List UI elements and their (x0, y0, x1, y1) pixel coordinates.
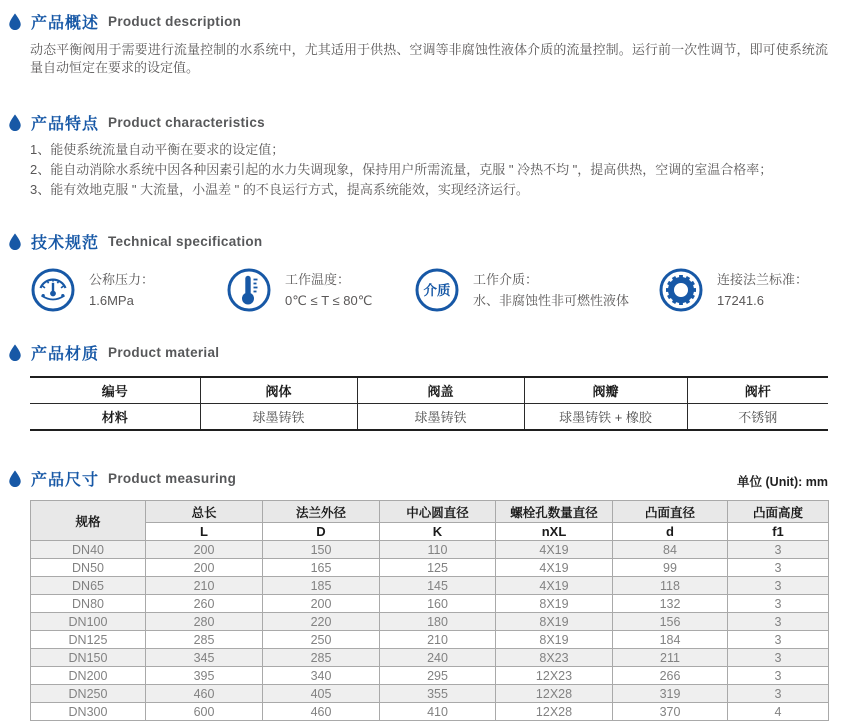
medium-badge-icon (414, 267, 460, 313)
dims-cell: 3 (728, 559, 829, 577)
dims-cell: 211 (613, 649, 728, 667)
water-drop-icon (8, 233, 22, 251)
material-header-cell: 编号 (30, 377, 200, 404)
dims-cell: 185 (263, 577, 380, 595)
dims-cell: 3 (728, 631, 829, 649)
spec-value: 1.6MPa (89, 293, 134, 308)
water-drop-icon (8, 114, 22, 132)
spec-value: 17241.6 (717, 293, 764, 308)
dims-cell: 460 (146, 685, 263, 703)
dims-cell: DN100 (31, 613, 146, 631)
material-value-cell: 球墨铸铁 (357, 404, 524, 431)
material-row-label: 材料 (101, 410, 128, 425)
spec-label: 工作介质： (473, 272, 539, 287)
dims-cell: 4X19 (496, 541, 613, 559)
material-header-cell: 阀杆 (687, 377, 828, 404)
section-header-overview (8, 10, 857, 33)
dims-cell: 8X19 (496, 631, 613, 649)
dims-cell: 3 (728, 649, 829, 667)
dims-cell: 266 (613, 667, 728, 685)
dims-cell: 12X28 (496, 703, 613, 721)
dims-cell: DN150 (31, 649, 146, 667)
dims-cell: 295 (380, 667, 496, 685)
dims-header-cell: 总长 (146, 501, 263, 523)
spec-flange-standard (658, 267, 828, 313)
dims-symbol-cell: D (263, 523, 380, 541)
dims-header-cell: 凸面高度 (728, 501, 829, 523)
dims-table-row (31, 595, 829, 613)
dims-cell: 200 (146, 559, 263, 577)
section-title-en: Technical specification (108, 234, 263, 249)
dims-header-row-symbols (31, 523, 829, 541)
dims-cell: 160 (380, 595, 496, 613)
dims-cell: 8X23 (496, 649, 613, 667)
dims-cell: 200 (146, 541, 263, 559)
section-title-zh: 产品特点 (31, 116, 100, 133)
dims-symbol-cell: K (380, 523, 496, 541)
material-header-row (30, 377, 828, 404)
spec-value: 0℃ ≤ T ≤ 80℃ (285, 293, 373, 308)
dims-cell: 145 (380, 577, 496, 595)
dims-table-row (31, 667, 829, 685)
dims-cell: 260 (146, 595, 263, 613)
material-header-cell: 阀瓣 (524, 377, 687, 404)
section-title-zh: 产品尺寸 (31, 472, 100, 489)
dims-table-row (31, 541, 829, 559)
dims-cell: 8X19 (496, 613, 613, 631)
thermometer-icon (226, 267, 272, 313)
dims-header-cell: 中心圆直径 (380, 501, 496, 523)
dims-cell: 12X23 (496, 667, 613, 685)
material-value-row (30, 404, 828, 431)
section-header-material (8, 341, 857, 364)
material-value-cell: 不锈钢 (687, 404, 828, 431)
spec-text (473, 269, 629, 311)
dims-cell: DN50 (31, 559, 146, 577)
unit-note: 单位 (Unit): mm (737, 475, 828, 489)
dims-symbol-cell: d (613, 523, 728, 541)
dims-symbol-cell: nXL (496, 523, 613, 541)
dims-cell: 250 (263, 631, 380, 649)
material-value-cell: 球墨铸铁 + 橡胶 (524, 404, 687, 431)
material-value-cell: 球墨铸铁 (200, 404, 357, 431)
dims-cell: 319 (613, 685, 728, 703)
dims-header-cell: 法兰外径 (263, 501, 380, 523)
section-header-features (8, 111, 857, 134)
spec-text (717, 269, 808, 311)
dims-header-cell: 凸面直径 (613, 501, 728, 523)
section-title-en: Product description (108, 14, 242, 29)
dims-cell: DN200 (31, 667, 146, 685)
dims-table-row (31, 631, 829, 649)
section-title-en: Product characteristics (108, 115, 265, 130)
section-title-en: Product material (108, 345, 220, 360)
dims-cell: 280 (146, 613, 263, 631)
feature-item: 1、能使系统流量自动平衡在要求的设定值； (30, 142, 285, 157)
dims-cell: 4X19 (496, 559, 613, 577)
dims-table-row (31, 685, 829, 703)
dims-cell: 3 (728, 613, 829, 631)
section-title-en: Product measuring (108, 471, 237, 486)
dims-cell: DN65 (31, 577, 146, 595)
dims-table-body (31, 541, 829, 721)
dims-cell: 184 (613, 631, 728, 649)
dims-cell: 210 (380, 631, 496, 649)
flange-gear-icon (658, 267, 704, 313)
spec-text (89, 269, 154, 311)
spec-label: 公称压力： (89, 272, 155, 287)
dims-cell: 118 (613, 577, 728, 595)
spec-label: 连接法兰标准： (717, 272, 809, 287)
dims-cell: 156 (613, 613, 728, 631)
spec-value: 水、非腐蚀性非可燃性液体 (473, 293, 630, 308)
dims-cell: 132 (613, 595, 728, 613)
dims-cell: 110 (380, 541, 496, 559)
dims-symbol-cell: L (146, 523, 263, 541)
dims-cell: 3 (728, 685, 829, 703)
product-spec-page (0, 10, 857, 720)
dims-cell: DN80 (31, 595, 146, 613)
spec-medium (414, 267, 658, 313)
dims-cell: 370 (613, 703, 728, 721)
dims-table-row (31, 559, 829, 577)
water-drop-icon (8, 13, 22, 31)
spec-label: 工作温度： (285, 272, 351, 287)
spec-text (285, 269, 372, 311)
feature-list (30, 140, 828, 200)
water-drop-icon (8, 470, 22, 488)
dims-cell: 99 (613, 559, 728, 577)
dims-cell: 84 (613, 541, 728, 559)
overview-paragraph: 动态平衡阀用于需要进行流量控制的水系统中，尤其适用于供热、空调等非腐蚀性液体介质的流量控制。运行前一次性调节，即可使系统流量自动恒定在要求的设定值。 (30, 42, 828, 75)
dims-header-cell: 螺栓孔数量直径 (496, 501, 613, 523)
feature-item: 3、能有效地克服 " 大流量，小温差 " 的不良运行方式，提高系统能效，实现经济运行。 (30, 182, 529, 197)
dims-header-row-zh (31, 501, 829, 523)
dims-cell: 200 (263, 595, 380, 613)
dims-cell: 4X19 (496, 577, 613, 595)
dims-cell: DN40 (31, 541, 146, 559)
dims-cell: 150 (263, 541, 380, 559)
dimensions-table (30, 500, 829, 721)
section-header-dims (8, 467, 236, 490)
water-drop-icon (8, 344, 22, 362)
material-table (30, 376, 828, 431)
dims-cell: 600 (146, 703, 263, 721)
dims-cell: 210 (146, 577, 263, 595)
dims-cell: 340 (263, 667, 380, 685)
spec-temperature (226, 267, 414, 313)
dims-cell: 345 (146, 649, 263, 667)
dims-table-row (31, 649, 829, 667)
dims-cell: 3 (728, 595, 829, 613)
medium-badge-text: 介质 (423, 283, 451, 298)
dims-cell: 460 (263, 703, 380, 721)
section-title-zh: 产品材质 (31, 346, 100, 363)
dims-cell: 4 (728, 703, 829, 721)
spec-pressure (30, 267, 226, 313)
dims-header-cell: 规格 (31, 501, 146, 541)
section-title-zh: 技术规范 (31, 235, 100, 252)
pressure-gauge-icon (30, 267, 76, 313)
dims-cell: 12X28 (496, 685, 613, 703)
dims-cell: 405 (263, 685, 380, 703)
dims-cell: 3 (728, 541, 829, 559)
dims-cell: 8X19 (496, 595, 613, 613)
material-header-cell: 阀盖 (357, 377, 524, 404)
dims-cell: 410 (380, 703, 496, 721)
section-header-specs (8, 230, 857, 253)
material-header-cell: 阀体 (200, 377, 357, 404)
dims-headline (8, 467, 828, 490)
dims-cell: 180 (380, 613, 496, 631)
dims-cell: 285 (146, 631, 263, 649)
section-title-zh: 产品概述 (31, 15, 100, 32)
feature-item: 2、能自动消除水系统中因各种因素引起的水力失调现象，保持用户所需流量，克服 " 冷热不均 "，提高供热，空调的室温合格率； (30, 162, 773, 177)
dims-cell: 3 (728, 667, 829, 685)
dims-cell: DN125 (31, 631, 146, 649)
dims-cell: 125 (380, 559, 496, 577)
dims-cell: DN300 (31, 703, 146, 721)
dims-table-row (31, 577, 829, 595)
dims-cell: 220 (263, 613, 380, 631)
dims-symbol-cell: f1 (728, 523, 829, 541)
dims-cell: DN250 (31, 685, 146, 703)
dims-cell: 285 (263, 649, 380, 667)
dims-table-row (31, 703, 829, 721)
specs-row (30, 267, 828, 313)
dims-cell: 3 (728, 577, 829, 595)
dims-table-row (31, 613, 829, 631)
dims-cell: 355 (380, 685, 496, 703)
dims-cell: 240 (380, 649, 496, 667)
dims-cell: 165 (263, 559, 380, 577)
dims-cell: 395 (146, 667, 263, 685)
